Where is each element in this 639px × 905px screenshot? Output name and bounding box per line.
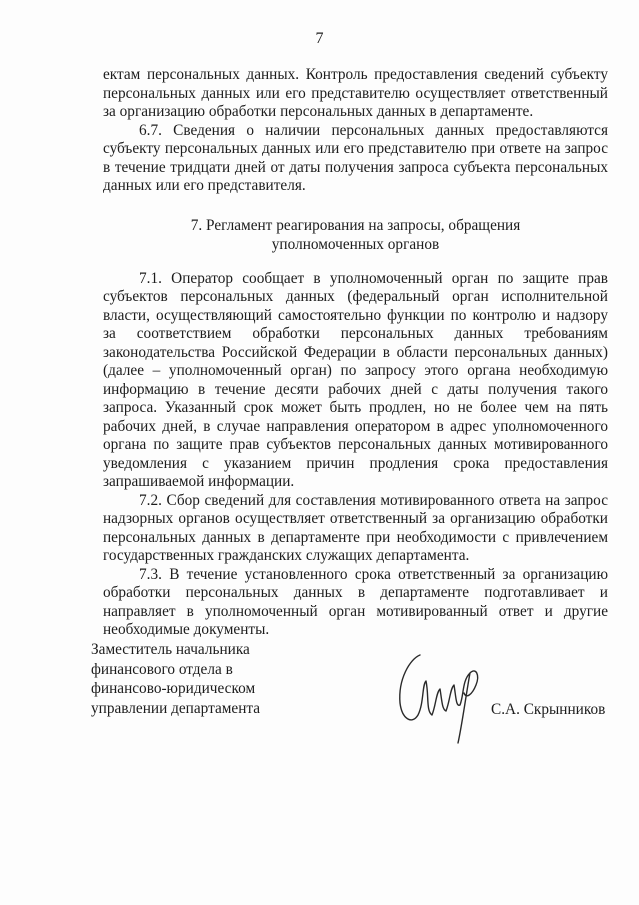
page-number: 7	[315, 30, 324, 47]
paragraph-6-7: 6.7. Сведения о наличии персональных данных предоставляются субъекту персональных данных или его представителю при ответе на запрос в течение тридцати дней от даты получения запроса субъекта персональных данных или его представителя.	[103, 121, 608, 194]
signatory-title-line: Заместитель начальника	[91, 641, 250, 658]
signatory-title-line: финансового отдела в	[91, 660, 233, 678]
document-body	[103, 66, 608, 640]
paragraph-7-2: 7.2. Сбор сведений для составления мотивированного ответа на запрос надзорных органов осуществляет ответственный за организацию обработки персональных данных в департаменте при необходимости с привлечением государственных гражданских служащих департамента.	[103, 491, 608, 564]
signatory-name: С.А. Скрынников	[491, 701, 606, 718]
signatory-title	[91, 640, 301, 718]
section-heading	[103, 216, 608, 254]
signatory-title-line: финансово-юридическом	[91, 680, 256, 697]
paragraph-7-1: 7.1. Оператор сообщает в уполномоченный орган по защите прав субъектов персональных данных (федеральный орган исполнительной власти, осуществляющий самостоятельно функции по контролю и надзору за соответствием обработки персональных данных требованиям законодательства Российской Федерации в области персональных данных) (далее – уполномоченный орган) по запросу этого органа необходимую информацию в течение десяти рабочих дней с даты получения такого запроса. Указанный срок может быть продлен, но не более чем на пять рабочих дней, в случае направления оператором в адрес уполномоченного органа по защите прав субъектов персональных данных мотивированного уведомления с указанием причин продления срока предоставления запрашиваемой информации.	[103, 269, 608, 490]
paragraph-continuation: ектам персональных данных. Контроль предоставления сведений субъекту персональных данных или его представителю осуществляет ответственный за организацию обработки персональных данных в департаменте.	[103, 66, 608, 120]
paragraph-7-3: 7.3. В течение установленного срока ответственный за организацию обработки персональных данных в департаменте подготавливает и направляет в уполномоченный орган мотивированный ответ и другие необходимые документы.	[103, 565, 608, 638]
section-heading-line-2: уполномоченных органов	[271, 235, 440, 253]
signatory-title-line: управлении департамента	[91, 699, 261, 717]
handwritten-signature	[392, 645, 492, 745]
section-heading-line-1: 7. Регламент реагирования на запросы, обращения	[190, 216, 521, 234]
